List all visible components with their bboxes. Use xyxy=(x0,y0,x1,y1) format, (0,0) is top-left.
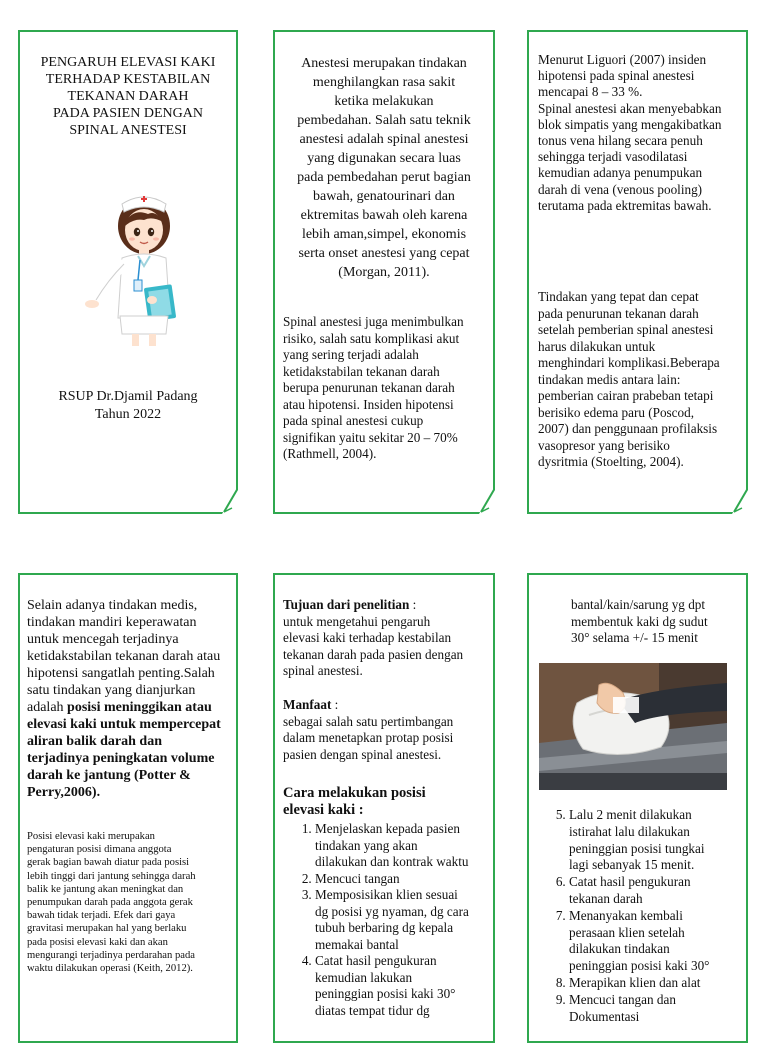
panel-objective-procedure xyxy=(273,573,495,1043)
benefit-heading xyxy=(283,697,487,714)
objective-heading xyxy=(283,597,487,614)
text-line: tindakan yang akan xyxy=(315,837,418,853)
text-line: 3. Memposisikan klien sesuai xyxy=(315,887,458,902)
panel-hypotension xyxy=(527,30,748,514)
text-line: 2007) dan penggunaan profilaksis xyxy=(538,421,718,436)
text-line: sebagai salah satu pertimbangan xyxy=(283,713,454,729)
procedure-step xyxy=(315,953,487,1019)
text-line: pada spinal anestesi cukup xyxy=(283,413,424,428)
text-line: gravitasi merupakan hal yang berlaku xyxy=(27,923,187,935)
text-line: pasien dengan spinal anestesi. xyxy=(283,746,442,762)
page-fold-corner xyxy=(222,488,238,514)
text-line: tindakan mandiri keperawatan xyxy=(27,615,197,630)
text-line: ektremitas bawah oleh karena xyxy=(300,208,468,223)
text-line: dilakukan dan kontrak waktu xyxy=(315,854,469,869)
text-line: berisiko edema paru (Poscod, xyxy=(538,404,695,420)
procedure-step xyxy=(569,807,740,874)
page-fold-corner xyxy=(732,488,748,514)
text-line: diatas tempat tidur dg xyxy=(315,1002,430,1018)
procedure-heading xyxy=(283,785,487,819)
text-line: dg posisi yg nyaman, dg cara xyxy=(315,903,469,919)
objective-label: Tujuan dari penelitian xyxy=(283,597,410,612)
text-line: spinal anestesi. xyxy=(283,663,363,678)
panel-procedure-continued xyxy=(527,573,748,1043)
procedure-step xyxy=(569,874,740,908)
text-line: pada penurunan tekanan darah xyxy=(538,305,699,321)
text-line: harus dilakukan untuk xyxy=(538,338,656,354)
procedure-steps xyxy=(283,821,487,1019)
text-line: penumpukan darah pada anggota gerak xyxy=(27,897,193,909)
text-line: mencapai 8 – 33 %. xyxy=(538,84,643,100)
text-line: mengurangi terjadinya perdarahan pada xyxy=(27,949,195,961)
title-line: TERHADAP KESTABILAN xyxy=(45,72,211,87)
elevation-definition xyxy=(27,830,230,975)
text-line: risiko, salah satu komplikasi akut xyxy=(283,330,460,346)
text-line: kemudian adanya penumpukan xyxy=(538,165,703,181)
procedure-step xyxy=(569,908,740,975)
text-line: peninggian posisi kaki 30° xyxy=(569,958,710,974)
text-line: pembedahan. Salah satu teknik xyxy=(297,113,471,128)
text-line: tindakan medis antara lain: xyxy=(538,371,681,387)
text-line: bawah tidak terjadi. Efek dari gaya xyxy=(27,910,176,922)
text-line: vasopresor yang berisiko xyxy=(538,437,670,453)
text-line: pemberian cairan prabeban tetapi xyxy=(538,388,714,403)
hospital-name: RSUP Dr.Djamil Padang xyxy=(58,389,198,404)
page-fold-corner xyxy=(479,488,495,514)
text-line: serta onset anestesi yang cepat xyxy=(298,246,470,261)
treatment-paragraph xyxy=(538,289,740,471)
text-line: ketidakstabilan tekanan darah atau xyxy=(27,649,221,664)
text-line: Posisi elevasi kaki merupakan xyxy=(27,831,155,842)
text-line: waktu dilakukan operasi (Keith, 2012). xyxy=(27,963,193,975)
text-line: satu tindakan yang dianjurkan xyxy=(27,683,196,698)
text-line: yang digunakan secara luas xyxy=(307,151,461,166)
text-line: Selain adanya tindakan medis, xyxy=(27,598,198,613)
text-line: darah ke jantung (Potter & xyxy=(27,768,191,783)
text-line: hipotensi pada spinal anestesi xyxy=(538,68,695,84)
text-line: aliran balik darah dan xyxy=(27,734,162,749)
text-line: Perry,2006). xyxy=(27,785,101,800)
text-line: elevasi kaki terhadap kestabilan xyxy=(283,630,452,645)
text-line: 8. Merapikan klien dan alat xyxy=(569,974,701,990)
text-line: lagi sebanyak 15 menit. xyxy=(569,857,695,873)
text-line: pada pembedahan perut bagian xyxy=(297,170,471,185)
text-line: yang sering terjadi adalah xyxy=(283,347,419,362)
text-line: Cara melakukan posisi xyxy=(283,785,426,801)
objective-section xyxy=(283,597,487,680)
text-line: 9. Mencuci tangan dan xyxy=(569,991,676,1007)
text-line: peninggian posisi kaki 30° xyxy=(315,986,456,1001)
nursing-paragraph xyxy=(27,597,228,801)
text-line: bantal/kain/sarung yg dpt xyxy=(571,597,706,612)
text-line: 30° selama +/- 15 menit xyxy=(571,630,698,645)
text-line: menghilangkan rasa sakit xyxy=(312,75,456,90)
nurse-illustration xyxy=(82,188,192,348)
benefit-section xyxy=(283,697,487,763)
leg-elevation-photo xyxy=(539,663,727,790)
text-line: dalam menetapkan protap posisi xyxy=(283,730,454,745)
text-line: Spinal anestesi akan menyebabkan xyxy=(538,100,722,116)
text-line: blok simpatis yang mengakibatkan xyxy=(538,116,722,132)
text-line: untuk mencegah terjadinya xyxy=(27,632,179,647)
text-bold: posisi meninggikan atau xyxy=(67,700,212,715)
text-line: terjadinya peningkatan volume xyxy=(27,751,215,766)
text-line: elevasi kaki untuk mempercepat xyxy=(27,717,221,732)
procedure-step xyxy=(569,975,740,992)
text-line: membentuk kaki dg sudut xyxy=(571,613,708,629)
panel-nursing-action xyxy=(18,573,238,1043)
text-line: dysritmia (Stoelting, 2004). xyxy=(538,454,684,469)
text-line: (Rathmell, 2004). xyxy=(283,446,377,461)
text-line: Anestesi merupakan tindakan xyxy=(301,56,467,71)
text-line: elevasi kaki : xyxy=(283,802,364,818)
risk-paragraph xyxy=(283,314,487,463)
text-line: pengaturan posisi dimana anggota xyxy=(27,844,172,856)
objective-colon: : xyxy=(409,597,417,612)
text-line: istirahat lalu dilakukan xyxy=(569,823,690,839)
text-line: atau hipotensi. Insiden hipotensi xyxy=(283,396,454,412)
text-line: lebih aman,simpel, ekonomis xyxy=(301,227,467,242)
text-line: darah di vena (venous pooling) xyxy=(538,181,703,197)
text-line: setelah pemberian spinal anestesi xyxy=(538,322,714,337)
panel-introduction xyxy=(273,30,495,514)
text-line: Tindakan yang tepat dan cepat xyxy=(538,289,699,304)
text-line: gerak bagian bawah diatur pada posisi xyxy=(27,857,190,869)
benefit-label: Manfaat xyxy=(283,697,332,712)
text-lead: adalah xyxy=(27,700,68,715)
procedure-step xyxy=(315,871,487,888)
text-line: untuk mengetahui pengaruh xyxy=(283,613,431,629)
text-line: berupa penurunan tekanan darah xyxy=(283,380,455,395)
text-line: sehingga terjadi vasodilatasi xyxy=(538,149,688,165)
text-line: tekanan darah pada pasien dengan xyxy=(283,646,464,662)
text-line: tubuh berbaring dg kepala xyxy=(315,920,454,935)
text-line: Dokumentasi xyxy=(569,1008,640,1024)
text-line: dilakukan tindakan xyxy=(569,941,670,957)
title-line: SPINAL ANESTESI xyxy=(69,123,187,138)
text-line: pada posisi elevasi kaki dan akan xyxy=(27,936,168,948)
text-line: bawah, genatourinari dan xyxy=(313,189,455,204)
text-line: ketika melakukan xyxy=(334,94,434,109)
text-line: kemudian lakukan xyxy=(315,969,413,985)
procedure-step xyxy=(315,821,487,871)
title-line: PENGARUH ELEVASI KAKI xyxy=(40,55,216,70)
title-line: PADA PASIEN DENGAN xyxy=(53,106,203,121)
procedure-steps-continued xyxy=(537,807,740,1025)
text-line: Menurut Liguori (2007) insiden xyxy=(538,52,707,67)
text-line: 1. Menjelaskan kepada pasien xyxy=(315,821,461,836)
text-line: menghindari komplikasi.Beberapa xyxy=(538,355,720,370)
procedure-step xyxy=(315,887,487,953)
text-line: hipotensi sangatlah penting.Salah xyxy=(27,666,215,681)
year-label: Tahun 2022 xyxy=(94,407,162,422)
text-line: memakai bantal xyxy=(315,936,399,952)
text-line: 4. Catat hasil pengukuran xyxy=(315,953,437,968)
text-line: Spinal anestesi juga menimbulkan xyxy=(283,314,464,329)
benefit-colon: : xyxy=(331,697,339,712)
text-line: 5. Lalu 2 menit dilakukan xyxy=(569,807,692,822)
text-line: signifikan yaitu sekitar 20 – 70% xyxy=(283,429,458,445)
text-line: tekanan darah xyxy=(569,890,643,906)
leaflet-title xyxy=(20,54,236,139)
text-line: balik ke jantung akan meningkat dan xyxy=(27,883,184,895)
text-line: terutama pada ektremitas bawah. xyxy=(538,197,712,213)
panel-cover xyxy=(18,30,238,514)
title-line: TEKANAN DARAH xyxy=(67,89,189,104)
text-line: (Morgan, 2011). xyxy=(338,265,430,280)
step-continuation xyxy=(571,597,740,647)
liguori-paragraph xyxy=(538,52,740,214)
text-line: peninggian posisi tungkai xyxy=(569,840,705,856)
text-line: ketidakstabilan tekanan darah xyxy=(283,363,440,379)
text-line: lebih tinggi dari jantung sehingga darah xyxy=(27,870,196,882)
text-line: 7. Menanyakan kembali xyxy=(569,907,683,923)
text-line: tonus vena hilang secara penuh xyxy=(538,133,703,149)
intro-paragraph xyxy=(281,54,487,282)
text-line: anestesi adalah spinal anestesi xyxy=(299,132,469,147)
text-line: 2. Mencuci tangan xyxy=(315,870,400,886)
text-line xyxy=(27,699,228,716)
procedure-step xyxy=(569,992,740,1026)
text-line: 6. Catat hasil pengukuran xyxy=(569,874,691,890)
text-line: perasaan klien setelah xyxy=(569,924,685,940)
